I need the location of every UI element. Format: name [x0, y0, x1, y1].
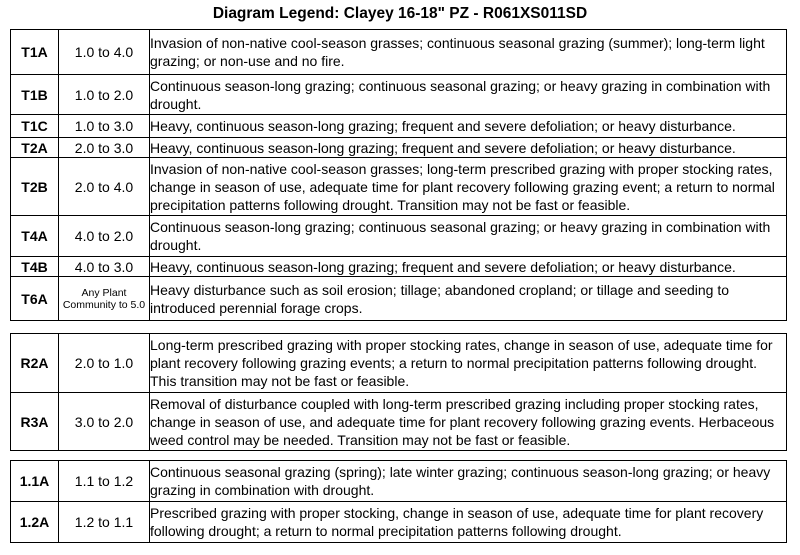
transition-description: Heavy, continuous season-long grazing; frequent and severe defoliation; or heavy disturbance.: [150, 115, 787, 138]
pathway-description: Continuous seasonal grazing (spring); late winter grazing; continuous season-long grazing; or heavy grazing in combination with drought.: [150, 461, 787, 502]
pathway-range: 1.1 to 1.2: [59, 461, 150, 502]
table-row: [11, 138, 787, 158]
transition-description: Heavy disturbance such as soil erosion; tillage; abandoned cropland; or tillage and seeding to introduced perennial forage crops.: [150, 277, 787, 321]
transition-code: T2A: [11, 138, 59, 158]
transitions-table: [10, 29, 787, 321]
transition-description: Continuous season-long grazing; continuous seasonal grazing; or heavy grazing in combination with drought.: [150, 216, 787, 257]
transition-code: T6A: [11, 277, 59, 321]
restoration-description: Long-term prescribed grazing with proper stocking rates, change in season of use, adequate time for plant recovery following grazing events; a return to normal precipitation patterns following drought. This transition may not be fast or feasible.: [150, 334, 787, 393]
transition-description: Invasion of non-native cool-season grasses; continuous seasonal grazing (summer); long-term light grazing; or non-use and no fire.: [150, 30, 787, 75]
table-row: [11, 115, 787, 138]
restoration-code: R2A: [11, 334, 59, 393]
transition-range: 2.0 to 4.0: [59, 158, 150, 216]
pathway-code: 1.2A: [11, 502, 59, 543]
table-row: [11, 158, 787, 216]
transition-range: 4.0 to 3.0: [59, 257, 150, 277]
transition-range: 4.0 to 2.0: [59, 216, 150, 257]
restoration-range: 2.0 to 1.0: [59, 334, 150, 393]
restoration-description: Removal of disturbance coupled with long-term prescribed grazing including proper stocking rates, change in season of use, and adequate time for plant recovery following grazing events. Herbaceous weed control may be needed. Transition may not be fast or feasible.: [150, 393, 787, 451]
table-row: [11, 30, 787, 75]
transition-range: 1.0 to 2.0: [59, 75, 150, 115]
transition-code: T4A: [11, 216, 59, 257]
transition-code: T4B: [11, 257, 59, 277]
transition-range: 1.0 to 3.0: [59, 115, 150, 138]
table-row: [11, 216, 787, 257]
transition-range: 2.0 to 3.0: [59, 138, 150, 158]
pathways-table: [10, 460, 787, 543]
transition-description: Heavy, continuous season-long grazing; frequent and severe defoliation; or heavy disturbance.: [150, 138, 787, 158]
transition-description: Continuous season-long grazing; continuous seasonal grazing; or heavy grazing in combination with drought.: [150, 75, 787, 115]
transition-description: Heavy, continuous season-long grazing; frequent and severe defoliation; or heavy disturbance.: [150, 257, 787, 277]
pathway-description: Prescribed grazing with proper stocking, change in season of use, adequate time for plant recovery following drought; a return to normal precipitation patterns following drought.: [150, 502, 787, 543]
transition-description: Invasion of non-native cool-season grasses; long-term prescribed grazing with proper stocking rates, change in season of use, adequate time for plant recovery following grazing event; a return to normal precipitation patterns following drought. Transition may not be fast or feasible.: [150, 158, 787, 216]
table-row: [11, 461, 787, 502]
table-row: [11, 393, 787, 451]
transition-code: T2B: [11, 158, 59, 216]
transition-code: T1A: [11, 30, 59, 75]
page-title: Diagram Legend: Clayey 16-18" PZ - R061XS011SD: [212, 5, 588, 22]
table-row: [11, 257, 787, 277]
restoration-range: 3.0 to 2.0: [59, 393, 150, 451]
table-row: [11, 277, 787, 321]
transition-range: Any Plant Community to 5.0: [59, 277, 150, 321]
table-row: [11, 502, 787, 543]
transition-range: 1.0 to 4.0: [59, 30, 150, 75]
table-row: [11, 334, 787, 393]
pathway-range: 1.2 to 1.1: [59, 502, 150, 543]
table-row: [11, 75, 787, 115]
restoration-code: R3A: [11, 393, 59, 451]
transition-code: T1B: [11, 75, 59, 115]
transition-code: T1C: [11, 115, 59, 138]
pathway-code: 1.1A: [11, 461, 59, 502]
restorations-table: [10, 333, 787, 451]
